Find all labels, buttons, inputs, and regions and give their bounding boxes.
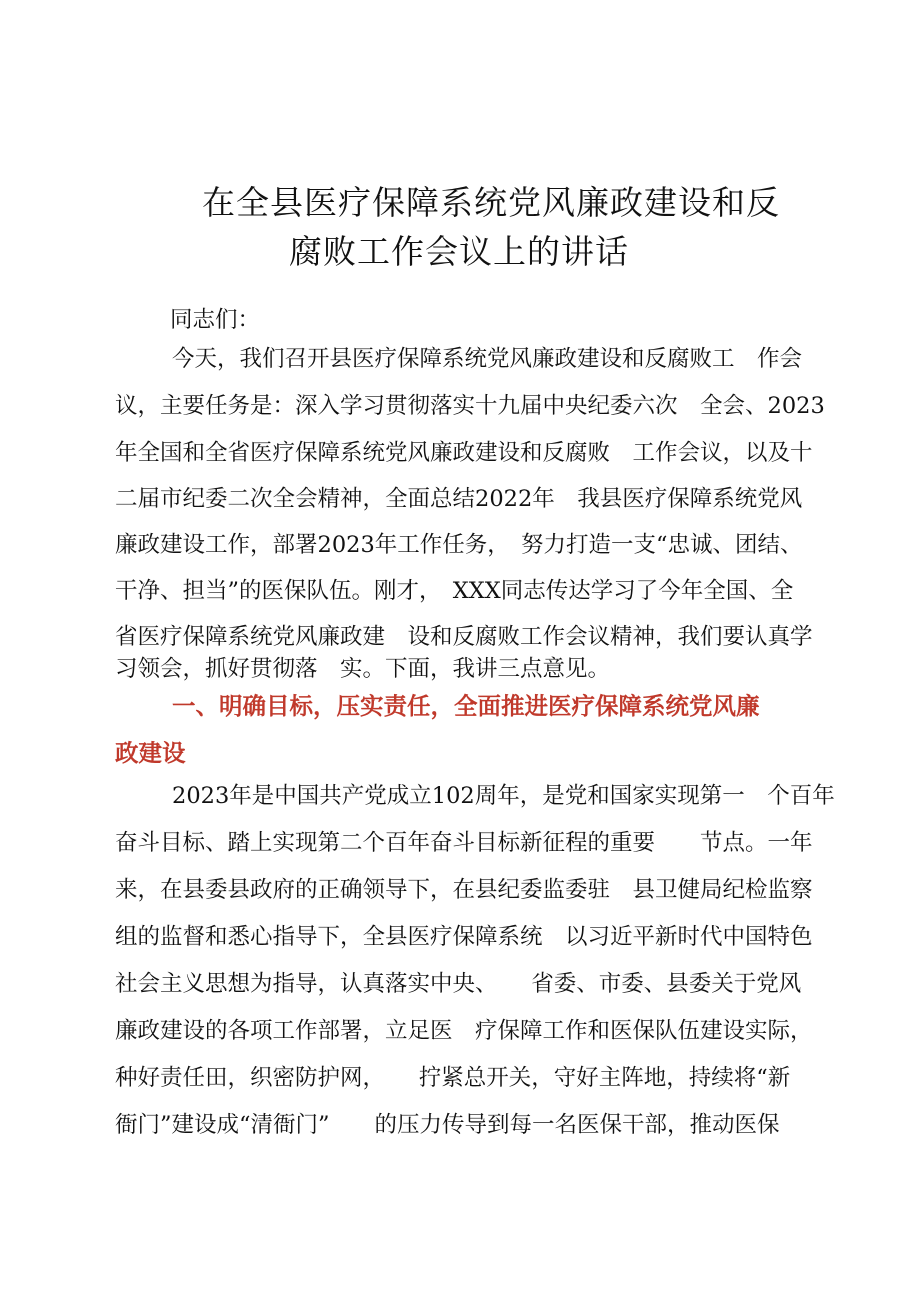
paragraph2-line-7: 种好责任田，织密防护网， 拧紧总开关，守好主阵地，持续将“新 bbox=[115, 1065, 791, 1091]
document-title-line-2: 腐败工作会议上的讲话 bbox=[289, 232, 629, 271]
document-title-line-1: 在全县医疗保障系统党风廉政建设和反 bbox=[202, 183, 780, 222]
paragraph2-line-2: 奋斗目标、踏上实现第二个百年奋斗目标新征程的重要 节点。一年 bbox=[115, 830, 813, 856]
paragraph1-line-8: 习领会，抓好贯彻落 实。下面，我讲三点意见。 bbox=[115, 656, 611, 682]
paragraph1-line-4: 二届市纪委二次全会精神，全面总结2022年 我县医疗保障系统党风 bbox=[115, 486, 803, 512]
paragraph1-line-5: 廉政建设工作，部署2023年工作任务， 努力打造一支“忠诚、团结、 bbox=[115, 532, 803, 558]
section1-heading-line-2: 政建设 bbox=[115, 739, 186, 767]
paragraph1-line-2: 议，主要任务是：深入学习贯彻落实十九届中央纪委六次 全会、2023 bbox=[115, 393, 825, 419]
paragraph2-line-3: 来，在县委县政府的正确领导下，在县纪委监委驻 县卫健局纪检监察 bbox=[115, 877, 813, 903]
section1-heading-line-1: 一、明确目标，压实责任，全面推进医疗保障系统党风廉 bbox=[172, 692, 760, 720]
paragraph2-line-4: 组的监督和悉心指导下，全县医疗保障系统 以习近平新时代中国特色 bbox=[115, 924, 813, 950]
paragraph2-line-8: 衙门”建设成“清衙门” 的压力传导到每一名医保干部，推动医保 bbox=[115, 1112, 780, 1138]
paragraph2-line-5: 社会主义思想为指导，认真落实中央、 省委、市委、县委关于党风 bbox=[115, 971, 802, 997]
paragraph1-line-1: 今天，我们召开县医疗保障系统党风廉政建设和反腐败工 作会 bbox=[172, 346, 803, 372]
paragraph1-line-3: 年全国和全省医疗保障系统党风廉政建设和反腐败 工作会议，以及十 bbox=[115, 440, 813, 466]
salutation: 同志们： bbox=[170, 307, 261, 333]
paragraph1-line-7: 省医疗保障系统党风廉政建 设和反腐败工作会议精神，我们要认真学 bbox=[115, 624, 813, 650]
paragraph2-line-1: 2023年是中国共产党成立102周年，是党和国家实现第一 个百年 bbox=[172, 783, 835, 809]
paragraph2-line-6: 廉政建设的各项工作部署，立足医 疗保障工作和医保队伍建设实际， bbox=[115, 1018, 813, 1044]
paragraph1-line-6: 干净、担当”的医保队伍。刚才， XXX同志传达学习了今年全国、全 bbox=[115, 578, 794, 604]
